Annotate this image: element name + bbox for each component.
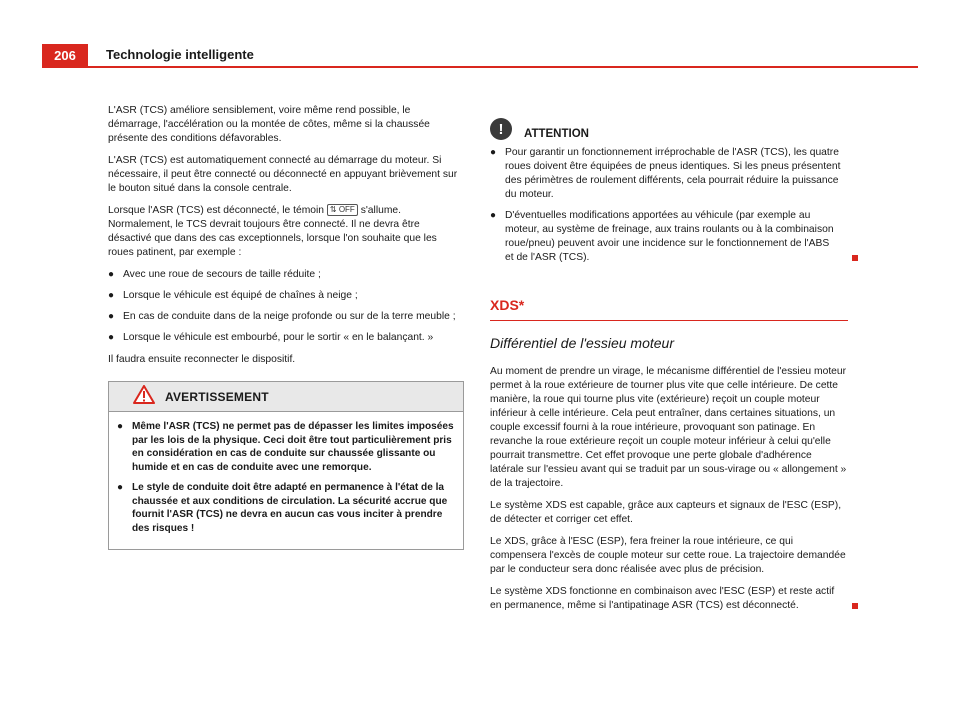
bullet-icon: ● xyxy=(117,421,124,432)
warning-body xyxy=(109,412,463,549)
attention-list xyxy=(490,146,848,265)
page-number: 206 xyxy=(42,44,88,66)
list-item: ● Pour garantir un fonctionnement irréprochable de l'ASR (TCS), les quatre roues doivent être équipées de pneus identiques. Si les pneus présentent des périmètres de roulement différents, cela pourrait réduire la puissance du moteur. xyxy=(490,147,841,200)
bullet-icon: ● xyxy=(490,147,497,158)
paragraph-xds-4: Le système XDS fonctionne en combinaison avec l'ESC (ESP) et reste actif en permanence, même si l'antipatinage ASR (TCS) est déconnecté. xyxy=(490,585,848,613)
end-of-section-marker-icon xyxy=(852,603,858,609)
subtitle-differential: Différentiel de l'essieu moteur xyxy=(490,335,674,351)
bullet-icon: ● xyxy=(490,210,497,221)
list-item: ● Lorsque le véhicule est embourbé, pour le sortir « en le balançant. » xyxy=(108,332,434,343)
attention-title: ATTENTION xyxy=(524,128,589,140)
list-item: ● D'éventuelles modifications apportées au véhicule (par exemple au moteur, au système de freinage, aux trains roulants ou à la combinaison roue/pneu) peuvent avoir une incidence sur le fonctionnement de l'ABS et de l'ASR (TCS). xyxy=(490,209,848,265)
list-item: ● En cas de conduite dans de la neige profonde ou sur de la terre meuble ; xyxy=(108,311,456,322)
attention-header xyxy=(490,118,848,140)
bullet-icon: ● xyxy=(108,269,115,280)
warning-header xyxy=(109,382,463,412)
bullet-icon: ● xyxy=(117,482,124,493)
list-item: ● Lorsque le véhicule est équipé de chaînes à neige ; xyxy=(108,290,358,301)
asr-off-indicator-icon: ⇅ OFF xyxy=(327,204,358,216)
paragraph-asr-indicator xyxy=(108,204,464,260)
paragraph-asr-intro: L'ASR (TCS) améliore sensiblement, voire même rend possible, le démarrage, l'accélération ou la montée de côtes, même si la chaussée présente des conditions défavorables. xyxy=(108,105,430,144)
bullet-icon: ● xyxy=(108,311,115,322)
warning-triangle-icon xyxy=(133,385,155,409)
warning-title: AVERTISSEMENT xyxy=(165,389,269,404)
warning-list xyxy=(117,420,455,535)
left-column xyxy=(108,104,464,550)
indicator-text-after: s'allume. Normalement, le TCS devrait toujours être connecté. Il ne devra être désactivé que dans des cas exceptionnels, lorsque l'on souhaite que les roues patinent, par exemple : xyxy=(108,205,437,258)
list-item: ● Même l'ASR (TCS) ne permet pas de dépasser les limites imposées par les lois de la physique. Ceci doit être tout particulièrement pris en considération en cas de conduite sur chaussée glissante ou humide et en cas de conduite avec une remorque. xyxy=(117,421,454,473)
list-item: ● Avec une roue de secours de taille réduite ; xyxy=(108,269,321,280)
right-column xyxy=(490,118,848,621)
warning-box xyxy=(108,381,464,550)
paragraph-xds-2: Le système XDS est capable, grâce aux capteurs et signaux de l'ESC (ESP), de détecter et corriger cet effet. xyxy=(490,500,842,525)
paragraph-xds-1: Au moment de prendre un virage, le mécanisme différentiel de l'essieu moteur permet à la roue extérieure de tourner plus vite que celle intérieure. De cette manière, la roue qui tourne plus vite (extérieure) reçoit un couple moteur inférieur à celle intérieure. Cela peut entraîner, dans certaines situations, un couple excessif fourni à la roue intérieure, provoquant son patinage. En revanche la roue extérieure reçoit un couple moteur inférieur à celui qu'elle pourrait transmettre. Cet effet provoque une perte globale d'adhérence latérale sur l'essieu avant qui se traduit par un sous-virage ou « allongement » de la trajectoire. xyxy=(490,366,847,489)
end-of-section-marker-icon xyxy=(852,255,858,261)
paragraph-xds-3: Le XDS, grâce à l'ESC (ESP), fera freiner la roue intérieure, ce qui compensera l'excès de couple moteur sur cette roue. La trajectoire demandée par le conducteur sera donc réalisée avec plus de précision. xyxy=(490,536,846,575)
list-item: ● Le style de conduite doit être adapté en permanence à l'état de la chaussée et aux conditions de circulation. La sécurité accrue que fournit l'ASR (TCS) ne devra en aucun cas vous inciter à prendre des risques ! xyxy=(117,482,448,534)
bullet-icon: ● xyxy=(108,332,115,343)
bullet-icon: ● xyxy=(108,290,115,301)
exclamation-circle-icon: ! xyxy=(490,118,512,140)
exception-list xyxy=(108,268,464,345)
indicator-text-before: Lorsque l'ASR (TCS) est déconnecté, le témoin xyxy=(108,205,325,216)
paragraph-reconnect: Il faudra ensuite reconnecter le dispositif. xyxy=(108,354,296,365)
header-rule xyxy=(42,66,918,68)
paragraph-asr-auto: L'ASR (TCS) est automatiquement connecté au démarrage du moteur. Si nécessaire, il peut être connecté ou déconnecté en appuyant brièvement sur le bouton situé dans la console centrale. xyxy=(108,155,458,194)
page-header-title: Technologie intelligente xyxy=(106,47,254,62)
section-title-xds: XDS* xyxy=(490,297,848,321)
